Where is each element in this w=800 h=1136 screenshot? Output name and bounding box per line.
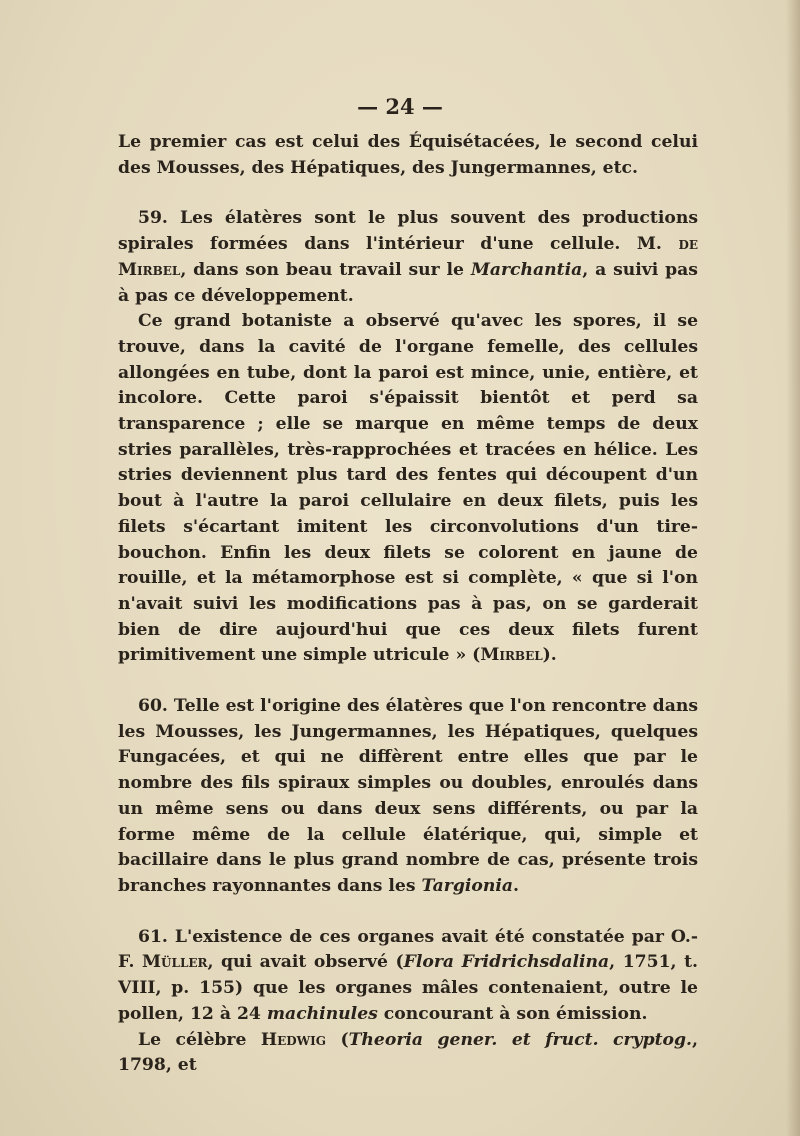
- text-run: concourant à son émission.: [377, 1003, 648, 1024]
- paragraph-59-continued: [118, 309, 698, 669]
- text-run: ).: [542, 645, 557, 666]
- text-run: Ce grand botaniste a observé qu'avec les spores, il se trouve, dans la cavité de l'organe femelle, des cellules allongées en tube, dont la paroi est mince, unie, entière, et incolore. Cette paroi s'épaissit bientôt et perd sa transparence ; elle se marque en même temps de deux stries parallèles, très-rapprochées et tracées en hélice. Les stries deviennent plus tard des fentes qui découpent d'un bout à l'autre la paroi cellulaire en deux filets, puis les filets s'écartant imitent les circonvolutions d'un tire-bouchon. Enfin les deux filets se colorent en jaune de rouille, et la métamorphose est si complète, « que si l'on n'avait suivi les modifications pas à pas, on se garderait bien de dire aujourd'hui que ces deux filets furent primitivement une simple utricule » (: [118, 311, 698, 666]
- text-run: 59. Les élatères sont le plus souvent des productions spirales formées dans l'intérieur d'une cellule. M.: [118, 208, 698, 255]
- text-run: 61. L'existence de ces organes avait été constatée par O.-F.: [118, 926, 698, 973]
- paragraph-61: [118, 925, 698, 1028]
- author-name: Hedwig: [260, 1029, 327, 1050]
- body-text: [118, 130, 698, 1079]
- italic-term: Theoria gener. et fruct. cryptog.: [348, 1029, 692, 1050]
- author-name: Mirbel: [480, 645, 543, 666]
- text-run: , dans son beau travail sur le: [180, 259, 471, 280]
- paragraph-61-continued: [118, 1028, 698, 1079]
- page-edge-shadow: [786, 0, 800, 1136]
- text-run: (: [326, 1029, 349, 1050]
- text-run: Le célèbre: [138, 1029, 261, 1050]
- paragraph-59: [118, 206, 698, 309]
- italic-term: machinules: [266, 1003, 378, 1024]
- text-run: 60. Telle est l'origine des élatères que l'on rencontre dans les Mousses, les Jungermannes, les Hépatiques, quelques Fungacées, et qui ne diffèrent entre elles que par le nombre des fils spiraux simples ou doubles, enroulés dans un même sens ou dans deux sens différents, ou par la forme même de la cellule élatérique, qui, simple et bacillaire dans le plus grand nombre de cas, présente trois branches rayonnantes dans les: [118, 696, 699, 896]
- text-run: , 1751, t. VIII, p. 155) que les organes mâles contenaient, outre le pollen, 12 à 24: [118, 952, 698, 1024]
- paragraph-continuation: Le premier cas est celui des Équisétacées, le second celui des Mousses, des Hépatiques, des Jungermannes, etc.: [118, 132, 698, 178]
- author-name: Müller: [142, 952, 208, 973]
- paragraph-60: [118, 694, 698, 900]
- italic-term: Targionia: [421, 875, 514, 896]
- text-run: .: [513, 875, 520, 896]
- italic-term: Flora Fridrichsdalina: [403, 952, 610, 973]
- text-run: , qui avait observé (: [207, 952, 404, 973]
- text-run: , 1798, et: [118, 1029, 698, 1076]
- text-run: , a suivi pas à pas ce développement.: [118, 259, 698, 306]
- page-number: — 24 —: [357, 94, 443, 119]
- italic-term: Marchantia: [470, 259, 583, 280]
- author-name: de Mirbel: [118, 234, 698, 280]
